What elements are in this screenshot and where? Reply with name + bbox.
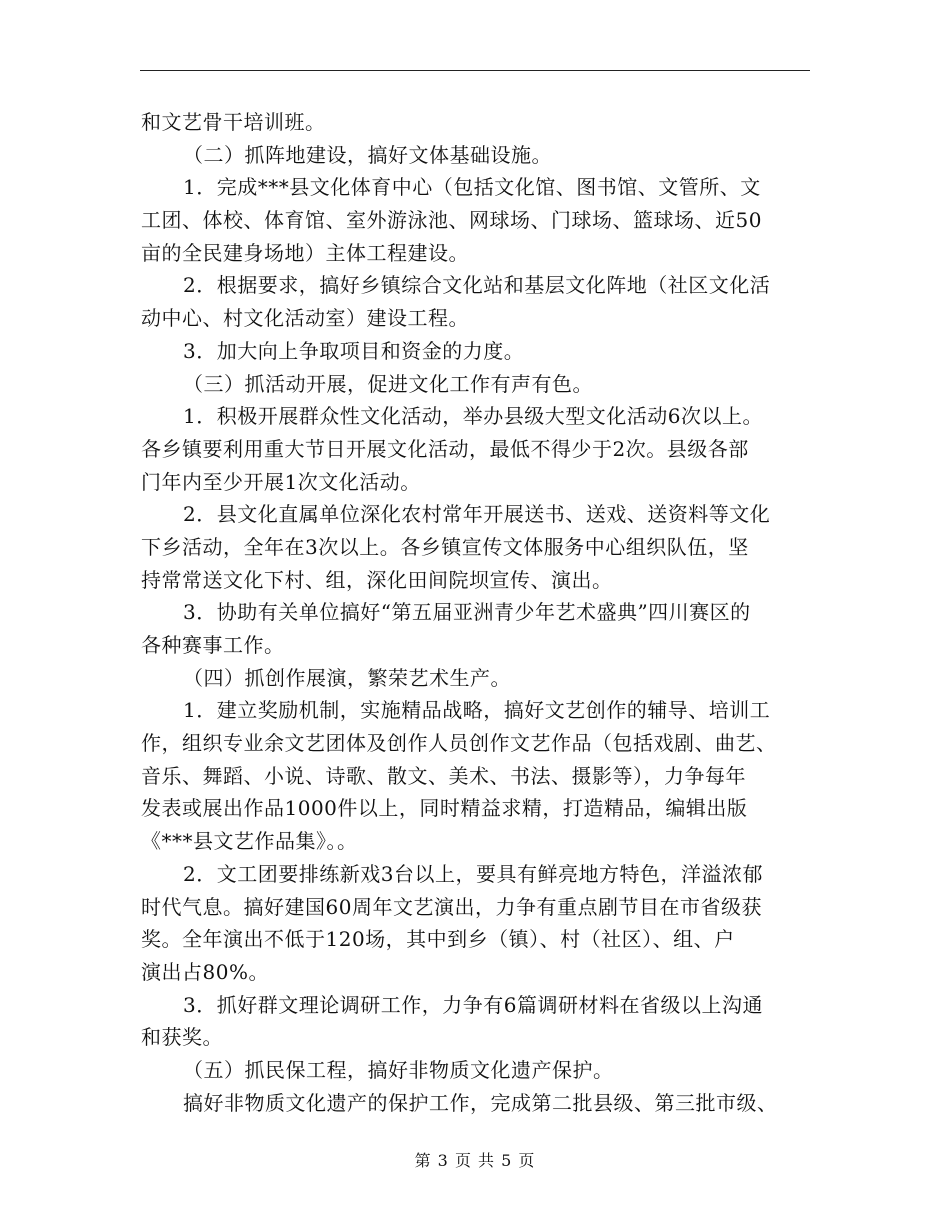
text-line: 和获奖。 <box>141 1025 223 1050</box>
text-line: 时代气息。搞好建国60周年文艺演出，力争有重点剧节目在市省级获 <box>141 894 762 919</box>
text-line: 作，组织专业余文艺团体及创作人员创作文艺作品（包括戏剧、曲艺、 <box>141 731 777 756</box>
text-line: 3．协助有关单位搞好“第五届亚洲青少年艺术盛典”四川赛区的 <box>183 600 751 625</box>
text-line: 动中心、村文化活动室）建设工程。 <box>141 306 469 331</box>
text-line: 音乐、舞蹈、小说、诗歌、散文、美术、书法、摄影等），力争每年 <box>141 763 746 788</box>
text-line: 3．加大向上争取项目和资金的力度。 <box>183 338 525 363</box>
text-line: 3．抓好群文理论调研工作，力争有6篇调研材料在省级以上沟通 <box>183 992 763 1017</box>
document-body <box>141 106 805 1119</box>
text-line: 1．建立奖励机制，实施精品战略，搞好文艺创作的辅导、培训工 <box>183 698 771 723</box>
text-line: 下乡活动，全年在3次以上。各乡镇宣传文体服务中心组织队伍，坚 <box>141 534 749 559</box>
page-footer: 第 3 页 共 5 页 <box>414 1151 536 1170</box>
text-line: 搞好非物质文化遗产的保护工作，完成第二批县级、第三批市级、 <box>183 1090 778 1115</box>
text-line: 亩的全民建身场地）主体工程建设。 <box>141 240 469 265</box>
text-line: 持常常送文化下村、组，深化田间院坝宣传、演出。 <box>141 567 613 592</box>
text-line: 《***县文艺作品集》。。 <box>141 829 358 854</box>
text-line: 各乡镇要利用重大节日开展文化活动，最低不得少于2次。县级各部 <box>141 436 749 461</box>
text-line: （三）抓活动开展，促进文化工作有声有色。 <box>183 371 593 396</box>
text-line: （四）抓创作展演，繁荣艺术生产。 <box>183 665 511 690</box>
text-line: （二）抓阵地建设，搞好文体基础设施。 <box>183 142 552 167</box>
text-line: 2．根据要求，搞好乡镇综合文化站和基层文化阵地（社区文化活 <box>183 273 771 298</box>
header-rule <box>140 70 810 71</box>
text-line: 工团、体校、体育馆、室外游泳池、网球场、门球场、篮球场、近50 <box>141 208 762 233</box>
text-line: 奖。全年演出不低于120场，其中到乡（镇）、村（社区）、组、户 <box>141 927 735 952</box>
text-line: （五）抓民保工程，搞好非物质文化遗产保护。 <box>183 1057 614 1082</box>
text-line: 门年内至少开展1次文化活动。 <box>141 469 421 494</box>
text-line: 和文艺骨干培训班。 <box>141 110 326 134</box>
text-line: 2．县文化直属单位深化农村常年开展送书、送戏、送资料等文化 <box>183 502 771 527</box>
text-line: 发表或展出作品1000件以上，同时精益求精，打造精品，编辑出版 <box>141 796 748 821</box>
text-line: 各种赛事工作。 <box>141 633 285 657</box>
text-line: 演出占80%。 <box>141 959 269 984</box>
text-line: 2．文工团要排练新戏3台以上，要具有鲜亮地方特色，洋溢浓郁 <box>183 861 763 886</box>
text-line: 1．积极开展群众性文化活动，举办县级大型文化活动6次以上。 <box>183 404 763 429</box>
text-line: 1．完成***县文化体育中心（包括文化馆、图书馆、文管所、文 <box>183 175 761 200</box>
